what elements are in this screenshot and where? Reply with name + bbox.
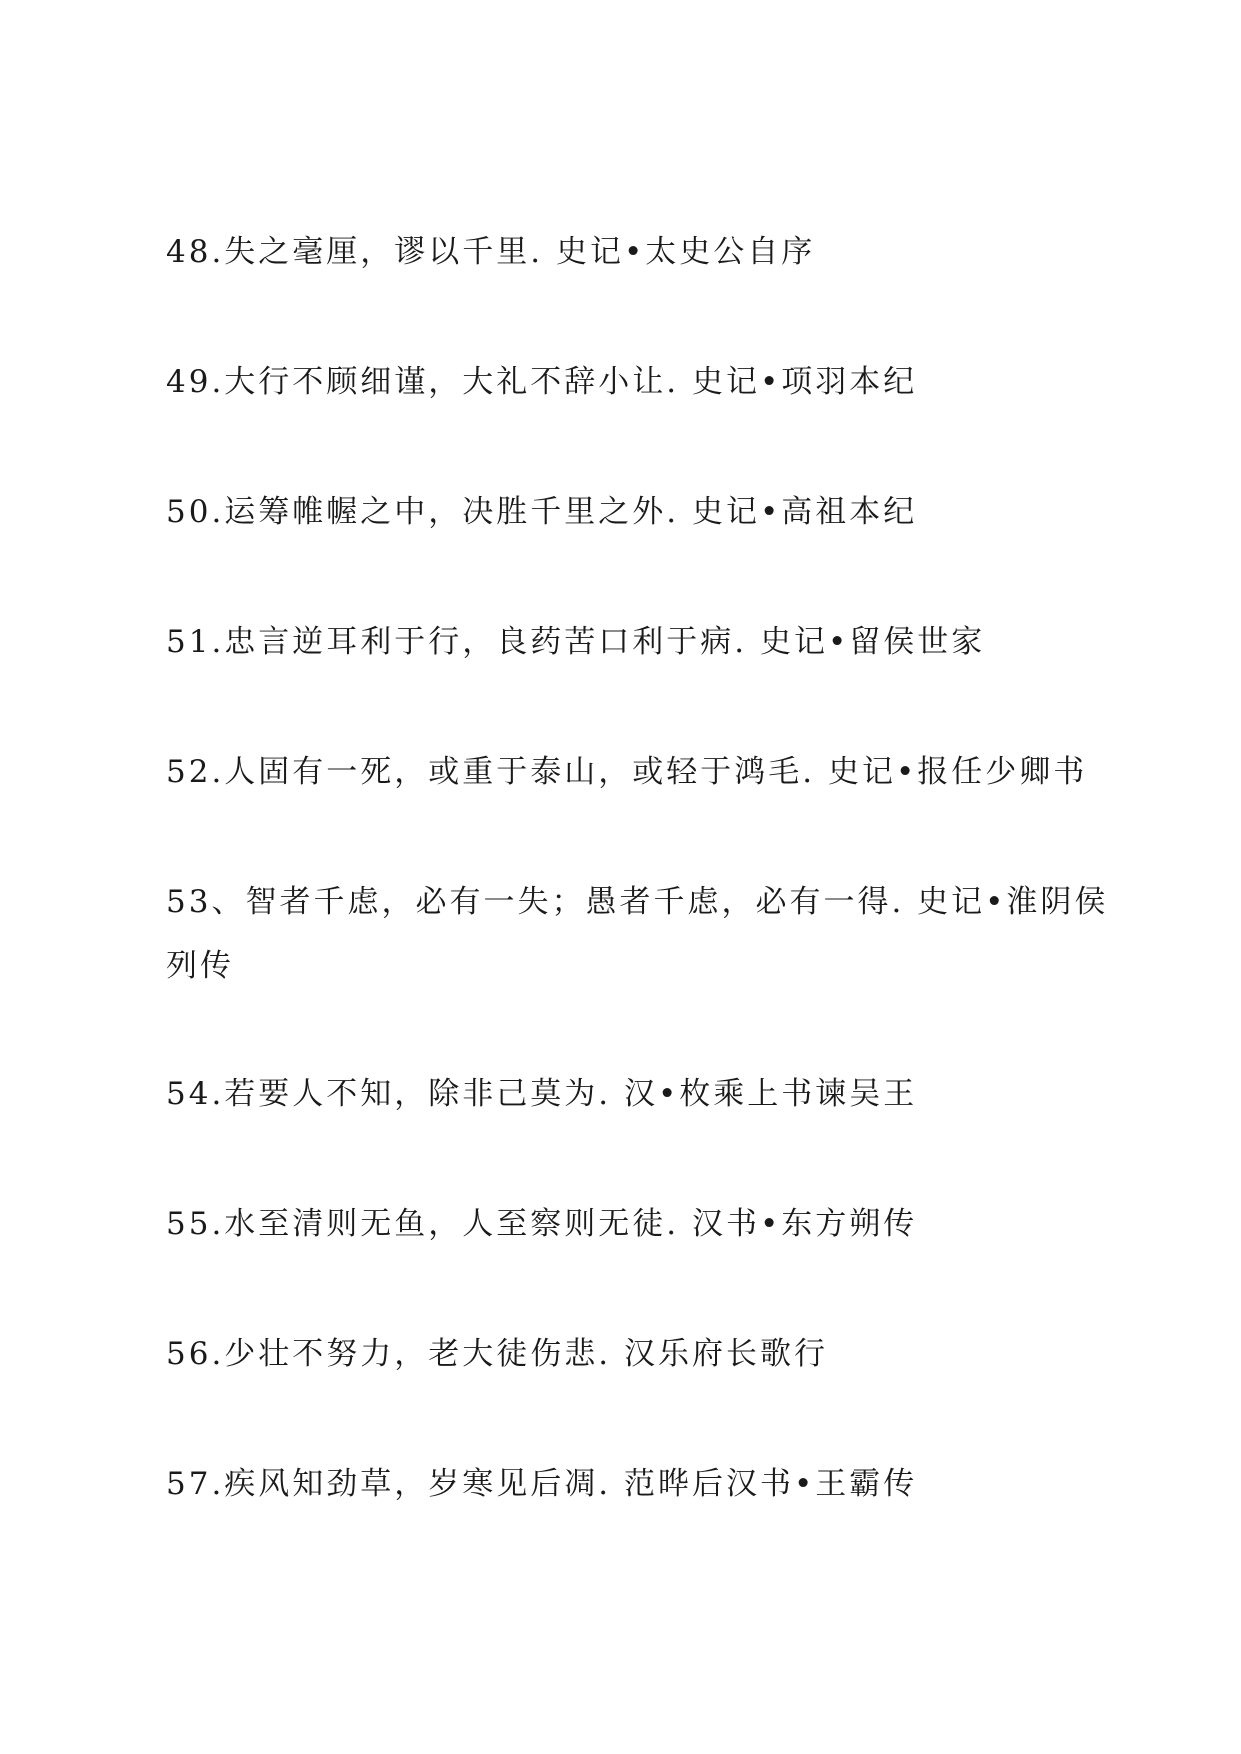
quote-entry-54: 54.若要人不知，除非己莫为. 汉•枚乘上书谏吴王 [166,1076,918,1112]
quote-entry-50: 50.运筹帷幄之中，决胜千里之外. 史记•高祖本纪 [166,494,918,530]
quote-entry-53: 53、智者千虑，必有一失；愚者千虑，必有一得. 史记•淮阴侯列传 [166,884,1109,984]
quote-entry-55: 55.水至清则无鱼，人至察则无徒. 汉书•东方朔传 [166,1206,918,1242]
quote-entry-51: 51.忠言逆耳利于行，良药苦口利于病. 史记•留侯世家 [166,624,986,660]
quote-entry-48: 48.失之毫厘，谬以千里. 史记•太史公自序 [166,234,816,270]
quote-entry-52: 52.人固有一死，或重于泰山，或轻于鸿毛. 史记•报任少卿书 [166,754,1088,790]
quote-entry-56: 56.少壮不努力，老大徒伤悲. 汉乐府长歌行 [166,1336,829,1372]
quote-entry-49: 49.大行不顾细谨，大礼不辞小让. 史记•项羽本纪 [166,364,918,400]
quote-entry-57: 57.疾风知劲草，岁寒见后凋. 范晔后汉书•王霸传 [166,1466,918,1502]
